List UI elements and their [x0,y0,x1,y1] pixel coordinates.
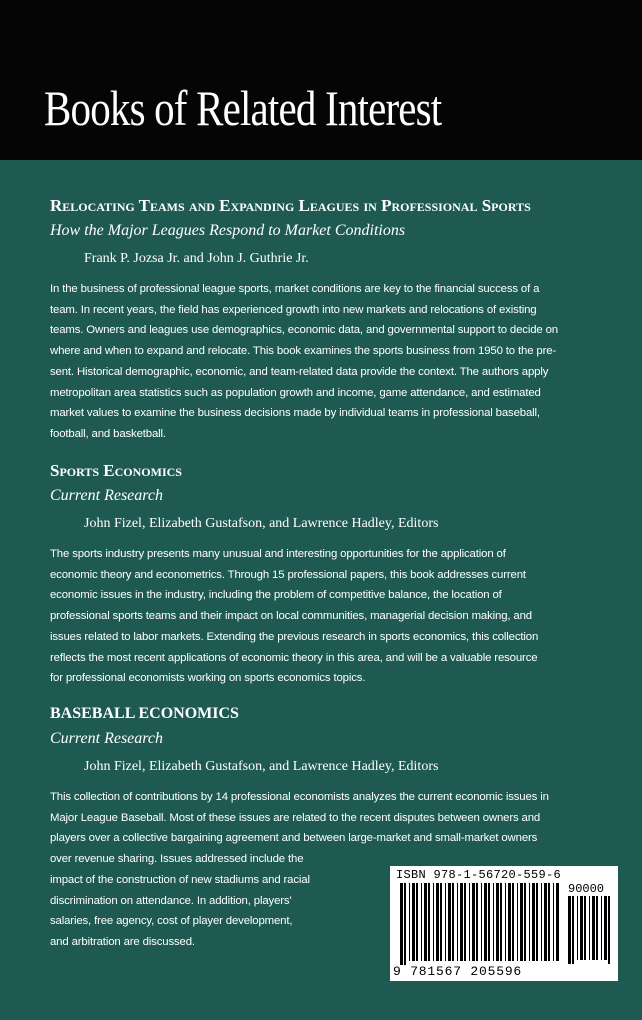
barcode-addon-digits: 90000 [568,882,605,896]
barcode-bars-icon [400,883,562,965]
description-line: discrimination on attendance. In addition, players' [50,894,292,907]
barcode-bar [529,883,530,961]
barcode-bar [409,883,410,961]
barcode-bar [460,883,463,961]
barcode-bar [508,883,511,961]
book-entry-sports-economics [50,461,620,689]
description-line: and arbitration are discussed. [50,935,195,948]
barcode-bar [488,883,490,961]
barcode-bar [577,896,578,960]
book-title: BASEBALL ECONOMICS [50,705,239,722]
barcode-bar [476,883,478,961]
barcode-bar [596,896,598,960]
description-line: issues related to labor markets. Extending the previous research in sports economics, this collection [50,630,539,643]
description-line: economic theory and econometrics. Through 15 professional papers, this book addresses current [50,568,526,581]
description-line: This collection of contributions by 14 professional economists analyzes the current economic issues in [50,791,549,803]
book-authors: John Fizel, Elizabeth Gustafson, and Lawrence Hadley, Editors [84,516,439,531]
description-line: market values to examine the business decisions made by individual teams in professional baseball, [50,407,540,420]
description-line: where and when to expand and relocate. This book examines the sports business from 1950 to the pre- [50,345,557,358]
barcode-bar [472,883,475,961]
description-line: over revenue sharing. Issues addressed include the [50,853,304,866]
barcode-bar [400,883,403,965]
barcode-bar [428,883,430,961]
barcode-bar [572,896,574,964]
barcode-bar [512,883,514,961]
book-title: Relocating Teams and Expanding Leagues in Professional Sports [50,196,531,215]
description-line: professional sports teams and their impact on local communities, managerial decision making, and [50,610,532,623]
barcode-bar [532,883,535,961]
barcode-bar [481,883,482,961]
barcode-bar [604,896,607,960]
barcode-bar [580,896,583,960]
barcode-bar [500,883,502,961]
barcode-addon-bars-icon [568,896,612,964]
page-title: Books of Related Interest [44,80,442,136]
description-line: metropolitan area statistics such as population growth and income, game attendance, and estimated [50,386,541,399]
barcode-bar [584,896,586,960]
barcode-bar [416,883,418,961]
barcode-bar [524,883,526,961]
barcode-bar [556,883,559,961]
ean-digits: 9 781567 205596 [393,964,523,979]
description-line: Major League Baseball. Most of these issues are related to the recent disputes between owners and [50,811,541,824]
barcode-bar [601,896,602,960]
description-line: sent. Historical demographic, economic, and team-related data provide the context. The authors apply [50,365,549,378]
book-description [50,279,620,445]
barcode-bar [469,883,470,961]
barcode-bar [568,896,571,964]
barcode-bar [448,883,451,961]
description-line: teams. Owners and leagues use demographics, economic data, and governmental support to decide on [50,324,558,337]
barcode-bar [412,883,415,961]
barcode-bar [493,883,494,961]
book-title: Sports Economics [50,461,182,480]
barcode-bar [541,883,542,961]
barcode-bar [404,883,406,965]
barcode-bar [424,883,427,961]
barcode-bar [544,883,547,961]
isbn-label: ISBN 978-1-56720-559-6 [396,868,562,882]
book-subtitle: Current Research [50,487,164,504]
isbn-barcode [390,866,618,981]
barcode-bar [457,883,458,961]
barcode-bar [464,883,466,961]
barcode-bar [608,896,610,964]
book-description [50,544,620,689]
barcode-bar [452,883,454,961]
barcode-bar [520,883,523,961]
description-line: for professional economists working on sports economics topics. [50,672,366,685]
book-subtitle: How the Major Leagues Respond to Market Conditions [50,222,406,239]
barcode-bar [433,883,434,961]
barcode-bar [440,883,442,961]
barcode-bar [484,883,487,961]
barcode-bar [421,883,422,961]
barcode-bar [536,883,538,961]
barcode-bar [592,896,595,960]
description-line: reflects the most recent applications of economic theory in this area, and will be a valuable resource [50,651,538,664]
description-line: team. In recent years, the field has experienced growth into new markets and relocations of existing [50,303,537,316]
description-line: impact of the construction of new stadiums and racial [50,873,310,886]
barcode-bar [589,896,590,960]
book-authors: Frank P. Jozsa Jr. and John J. Guthrie Jr. [84,251,309,266]
barcode-bar [548,883,550,961]
barcode-bar [436,883,439,961]
barcode-bar [505,883,506,961]
book-subtitle: Current Research [50,730,164,747]
description-line: football, and basketball. [50,427,166,440]
barcode-bar [517,883,518,961]
barcode-bar [553,883,554,961]
barcode-bar [496,883,499,961]
description-line: players over a collective bargaining agreement and between large-market and small-market owners [50,832,538,845]
barcode-bar [445,883,446,961]
description-line: In the business of professional league sports, market conditions are key to the financial success of a [50,283,540,295]
description-line: economic issues in the industry, including the problem of competitive balance, the location of [50,589,502,602]
book-authors: John Fizel, Elizabeth Gustafson, and Lawrence Hadley, Editors [84,759,439,774]
description-line: salaries, free agency, cost of player development, [50,915,293,928]
description-line: The sports industry presents many unusual and interesting opportunities for the application of [50,548,506,560]
book-entry-relocating-teams [50,196,620,445]
